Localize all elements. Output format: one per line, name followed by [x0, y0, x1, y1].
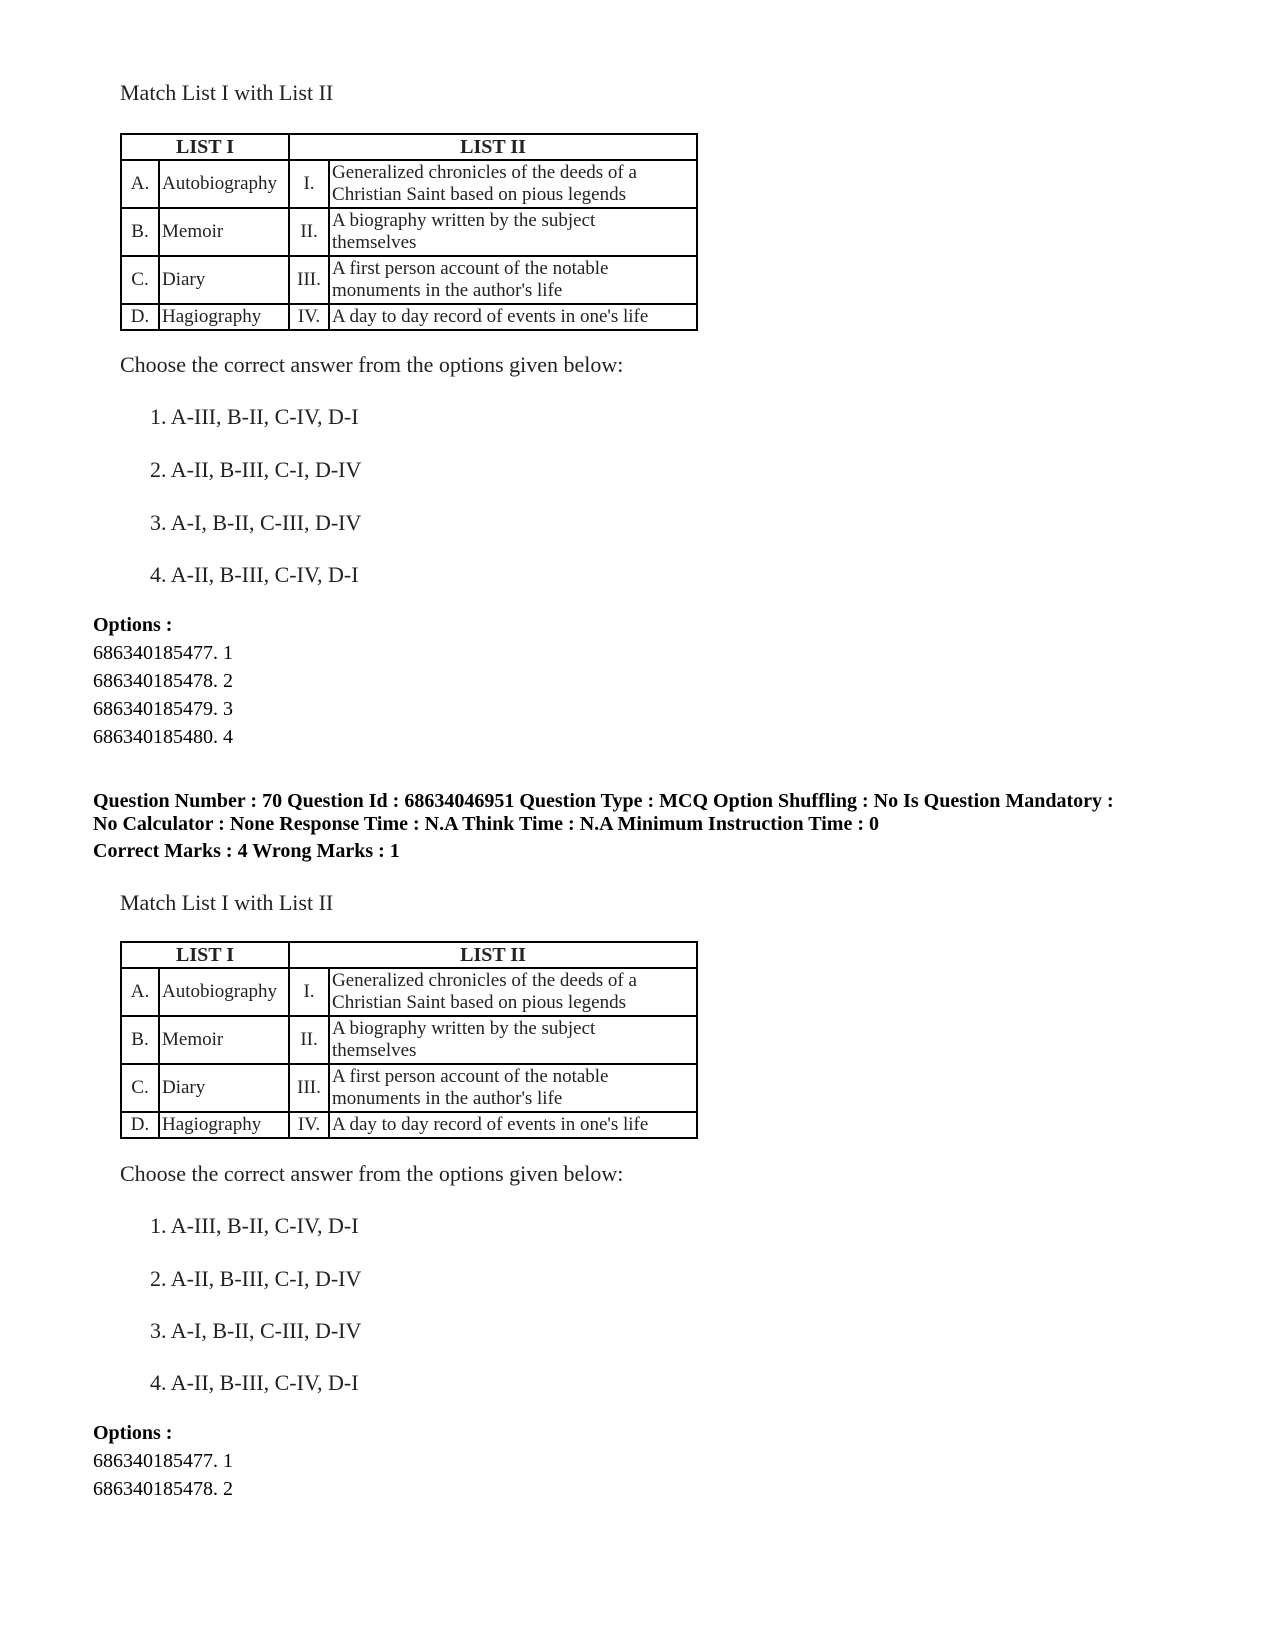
table-row: [121, 208, 697, 256]
row-roman: III.: [289, 256, 329, 304]
table-row: [121, 1016, 697, 1064]
table-row: [121, 1064, 697, 1112]
choice-item: 2. A-II, B-III, C-I, D-IV: [150, 1266, 362, 1291]
option-item: 686340185480. 4: [93, 726, 233, 748]
choice-item: 1. A-III, B-II, C-IV, D-I: [150, 1213, 359, 1238]
row-letter: D.: [121, 304, 159, 330]
option-item: 686340185477. 1: [93, 642, 233, 664]
row-term: Autobiography: [159, 160, 289, 208]
row-roman: IV.: [289, 304, 329, 330]
match-table: [120, 133, 698, 331]
list2-header: LIST II: [289, 134, 697, 160]
row-letter: A.: [121, 968, 159, 1016]
choice-item: 2. A-II, B-III, C-I, D-IV: [150, 457, 362, 482]
option-item: 686340185477. 1: [93, 1450, 233, 1472]
question-prompt: Match List I with List II: [120, 890, 334, 915]
table-header-row: [121, 134, 697, 160]
question-prompt: Match List I with List II: [120, 80, 334, 105]
row-roman: I.: [289, 968, 329, 1016]
table-row: [121, 256, 697, 304]
answer-instruction: Choose the correct answer from the options given below:: [120, 1161, 624, 1186]
row-roman: II.: [289, 1016, 329, 1064]
question-meta-line: No Calculator : None Response Time : N.A Think Time : N.A Minimum Instruction Time : 0: [93, 813, 879, 835]
row-term: Diary: [159, 1064, 289, 1112]
row-roman: II.: [289, 208, 329, 256]
row-letter: A.: [121, 160, 159, 208]
options-label: Options :: [93, 1422, 173, 1444]
choice-item: 3. A-I, B-II, C-III, D-IV: [150, 510, 362, 535]
match-table: [120, 941, 698, 1139]
table-header-row: [121, 942, 697, 968]
row-term: Hagiography: [159, 304, 289, 330]
table-row: [121, 968, 697, 1016]
row-description: A biography written by the subject themselves: [329, 1016, 697, 1064]
row-letter: D.: [121, 1112, 159, 1138]
row-letter: B.: [121, 1016, 159, 1064]
choice-item: 4. A-II, B-III, C-IV, D-I: [150, 1370, 359, 1395]
row-description: A first person account of the notable monuments in the author's life: [329, 256, 697, 304]
row-roman: IV.: [289, 1112, 329, 1138]
row-description: A day to day record of events in one's life: [329, 1112, 697, 1138]
row-description: Generalized chronicles of the deeds of a Christian Saint based on pious legends: [329, 968, 697, 1016]
row-term: Memoir: [159, 208, 289, 256]
row-letter: C.: [121, 256, 159, 304]
option-item: 686340185478. 2: [93, 670, 233, 692]
row-description: Generalized chronicles of the deeds of a Christian Saint based on pious legends: [329, 160, 697, 208]
table-row: [121, 160, 697, 208]
option-item: 686340185479. 3: [93, 698, 233, 720]
row-letter: C.: [121, 1064, 159, 1112]
options-label: Options :: [93, 614, 173, 636]
row-roman: I.: [289, 160, 329, 208]
row-term: Hagiography: [159, 1112, 289, 1138]
list2-header: LIST II: [289, 942, 697, 968]
row-term: Diary: [159, 256, 289, 304]
table-row: [121, 304, 697, 330]
option-item: 686340185478. 2: [93, 1478, 233, 1500]
choice-item: 4. A-II, B-III, C-IV, D-I: [150, 562, 359, 587]
row-letter: B.: [121, 208, 159, 256]
row-description: A day to day record of events in one's life: [329, 304, 697, 330]
table-row: [121, 1112, 697, 1138]
choice-item: 3. A-I, B-II, C-III, D-IV: [150, 1318, 362, 1343]
row-term: Memoir: [159, 1016, 289, 1064]
row-description: A first person account of the notable monuments in the author's life: [329, 1064, 697, 1112]
list1-header: LIST I: [121, 134, 289, 160]
row-term: Autobiography: [159, 968, 289, 1016]
list1-header: LIST I: [121, 942, 289, 968]
choice-item: 1. A-III, B-II, C-IV, D-I: [150, 404, 359, 429]
question-meta-line: Question Number : 70 Question Id : 68634046951 Question Type : MCQ Option Shuffling : No Is Question Mandatory :: [93, 790, 1114, 812]
row-roman: III.: [289, 1064, 329, 1112]
marks-line: Correct Marks : 4 Wrong Marks : 1: [93, 840, 400, 862]
answer-instruction: Choose the correct answer from the options given below:: [120, 352, 624, 377]
row-description: A biography written by the subject themselves: [329, 208, 697, 256]
